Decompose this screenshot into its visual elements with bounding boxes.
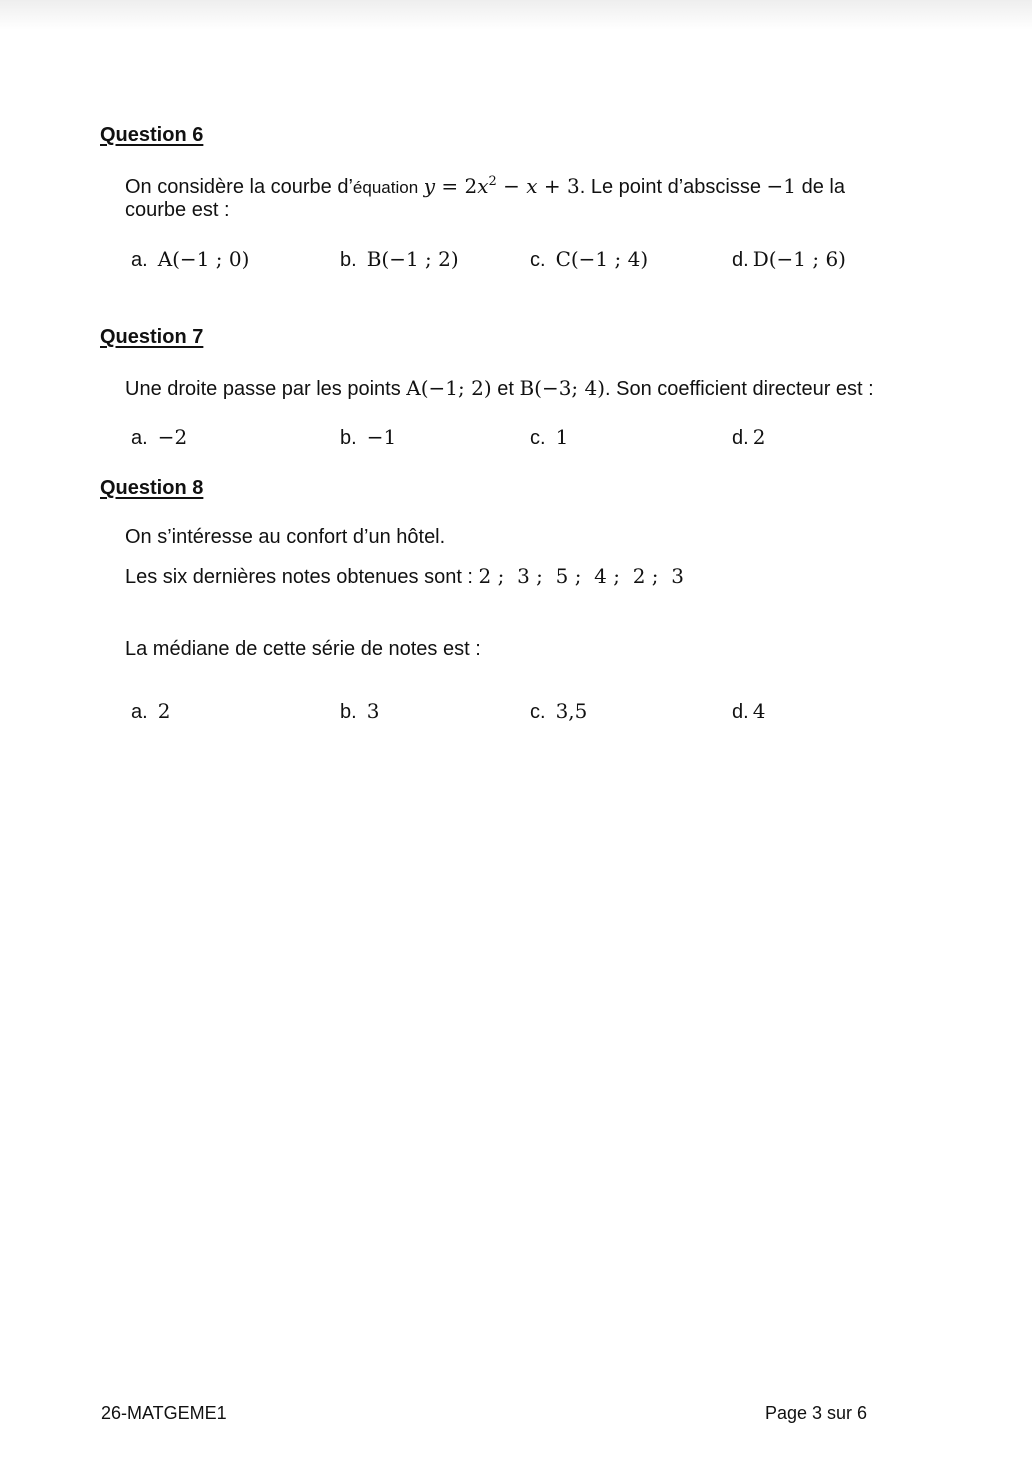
- question-7-point-a: A(−1; 2): [406, 376, 492, 400]
- question-7-option-b[interactable]: [340, 425, 396, 450]
- option-value: A(−1 ; 0): [157, 247, 250, 271]
- option-letter: c.: [530, 249, 546, 271]
- equation-x: x: [477, 174, 489, 198]
- option-letter: c.: [530, 427, 546, 449]
- option-letter: a.: [131, 427, 148, 449]
- option-value: 2: [752, 425, 766, 449]
- question-6-statement-line-1: [125, 174, 845, 199]
- option-value: 3,5: [555, 699, 588, 723]
- equation-end: + 3: [537, 174, 580, 198]
- option-value: 1: [555, 425, 569, 449]
- option-value: D(−1 ; 6): [752, 247, 846, 271]
- option-letter: b.: [340, 427, 357, 449]
- question-7-title: Question 7: [100, 326, 204, 348]
- question-7-text-part-3: . Son coefficient directeur est :: [605, 378, 874, 400]
- option-value: 4: [752, 699, 766, 723]
- option-letter: d.: [732, 701, 749, 723]
- question-6-text-part-2: équation: [352, 178, 419, 197]
- question-6-option-b[interactable]: [340, 247, 459, 272]
- question-8-scores: 2 ; 3 ; 5 ; 4 ; 2 ; 3: [478, 564, 684, 588]
- equation-equals: = 2: [435, 174, 478, 198]
- option-letter: b.: [340, 249, 357, 271]
- question-6-option-d[interactable]: [732, 247, 846, 272]
- question-8-line-2: [125, 564, 684, 589]
- question-8-option-c[interactable]: [530, 699, 587, 724]
- question-8-option-a[interactable]: [131, 699, 170, 724]
- question-7-option-d[interactable]: [732, 425, 765, 450]
- equation-x-2: x: [526, 174, 538, 198]
- question-6-equation: [424, 174, 580, 198]
- option-value: B(−1 ; 2): [366, 247, 459, 271]
- equation-minus: −: [496, 174, 527, 198]
- question-6-statement-line-2: courbe est :: [125, 199, 230, 221]
- question-6-abscissa: −1: [766, 174, 797, 198]
- option-letter: b.: [340, 701, 357, 723]
- question-7-text-part-2: et: [491, 378, 520, 400]
- question-7-text-part-1: Une droite passe par les points: [125, 378, 407, 400]
- question-6-text-part-3: . Le point d’abscisse: [579, 176, 767, 198]
- option-value: 3: [366, 699, 380, 723]
- page-top-shadow: [0, 0, 1032, 30]
- question-7-point-b: B(−3; 4): [519, 376, 606, 400]
- question-7-option-c[interactable]: [530, 425, 568, 450]
- question-8-line-3: La médiane de cette série de notes est :: [125, 638, 481, 660]
- option-letter: d.: [732, 249, 749, 271]
- question-7-option-a[interactable]: [131, 425, 187, 450]
- question-8-option-b[interactable]: [340, 699, 379, 724]
- option-letter: a.: [131, 249, 148, 271]
- question-6-text-part-4: de la: [796, 176, 845, 198]
- question-6-option-a[interactable]: [131, 247, 249, 272]
- equation-exponent: 2: [488, 174, 497, 189]
- question-8-line-2-text: Les six dernières notes obtenues sont :: [125, 566, 479, 588]
- question-8-line-1: On s’intéresse au confort d’un hôtel.: [125, 526, 446, 548]
- footer-page-number: Page 3 sur 6: [765, 1403, 868, 1423]
- equation-y: y: [423, 174, 436, 198]
- question-6-option-c[interactable]: [530, 247, 648, 272]
- question-7-statement: [125, 376, 874, 401]
- question-6-title: Question 6: [100, 124, 204, 146]
- option-value: −2: [157, 425, 188, 449]
- option-letter: d.: [732, 427, 749, 449]
- question-8-option-d[interactable]: [732, 699, 765, 724]
- question-6-text-part-1: On considère la courbe d’: [125, 176, 353, 198]
- option-value: 2: [157, 699, 171, 723]
- option-value: −1: [366, 425, 397, 449]
- option-value: C(−1 ; 4): [555, 247, 649, 271]
- footer-document-code: 26-MATGEME1: [101, 1403, 227, 1423]
- option-letter: c.: [530, 701, 546, 723]
- option-letter: a.: [131, 701, 148, 723]
- question-8-title: Question 8: [100, 477, 204, 499]
